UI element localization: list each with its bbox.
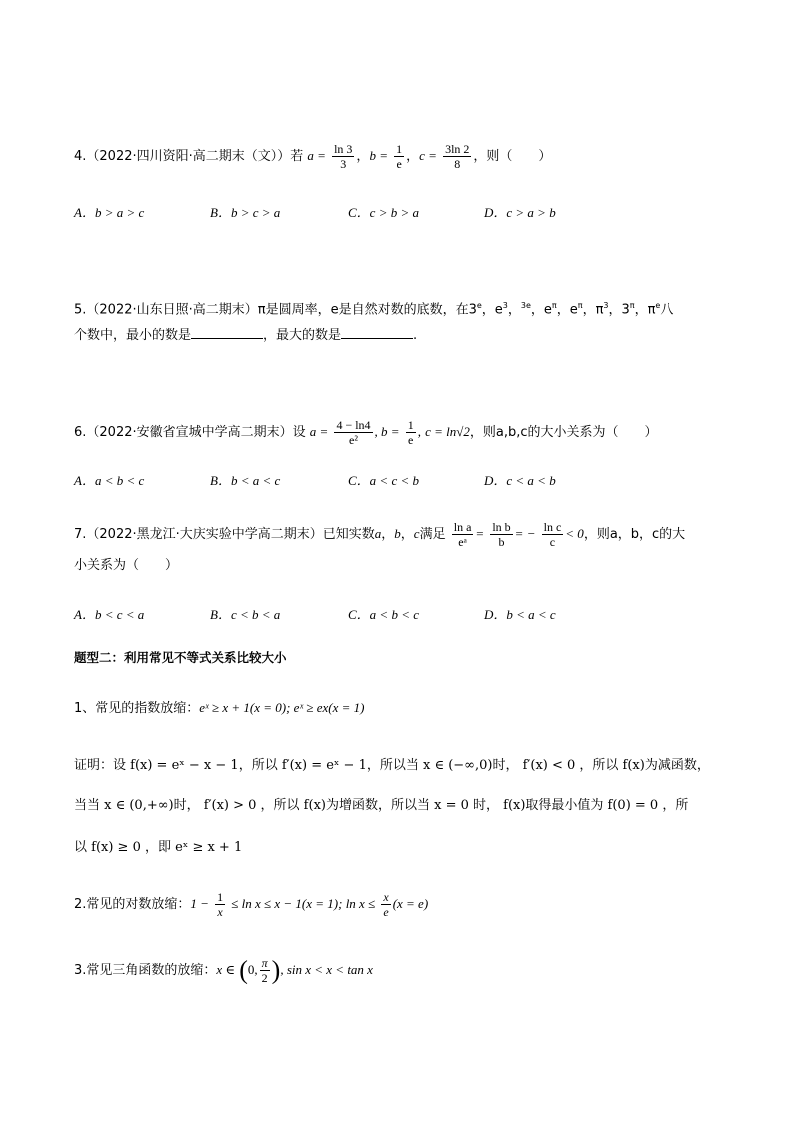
item3-frac [260, 956, 270, 985]
q6-option-b[interactable]: B．b < a < c [210, 473, 281, 488]
q5-blank-min[interactable] [191, 326, 263, 339]
section-2-heading: 题型二：利用常见不等式关系比较大小 [74, 650, 287, 665]
q4-c-var: c = [419, 148, 437, 163]
item2-f1-num: 1 [217, 890, 224, 904]
q7-f1-den: eᵃ [458, 535, 467, 549]
question-7-line-1: 7.（2022·黑龙江·大庆实验中学高二期末）已知实数a，b，c满足 $\frac{\text{ln a}}{\text{eᵃ}}$ = $\frac{\text{ln b}}{b}$ = − $\frac{\text{ln c}}{c}$ < 0，则a，b，c的大 [74, 520, 686, 549]
q6-a-var: a = [309, 424, 329, 439]
item2-math-b: ≤ ln x ≤ x − 1(x = 1); ln x ≤ [231, 896, 376, 911]
question-6: 6.（2022·安徽省宣城中学高二期末）设 a = $\frac{4 - \ln 4}{\text{e²}}$ , b = $\frac{1}{e}$ , c = ln√2，则a,b,c的大小关系为（ ） [74, 418, 658, 447]
q5-line2-b: ，最大的数是 [263, 328, 342, 343]
item3-f-num: π [261, 956, 268, 970]
section-2-item-3 [74, 956, 373, 985]
q5-line1-text: 5.（2022·山东日照·高二期末）π是圆周率，e是自然对数的底数，在3 [74, 302, 477, 318]
q4-b-num: 1 [396, 142, 403, 156]
item1-math: eˣ ≥ x + 1(x = 0); eˣ ≥ ex(x = 1) [199, 700, 365, 715]
q6-a-fraction [334, 418, 372, 447]
q5-power-8: e [655, 301, 661, 310]
q5-power-3: e [525, 301, 531, 310]
right-paren: ) [271, 955, 281, 985]
q5-power-1: e [476, 301, 482, 310]
q5-power-5: π [577, 301, 583, 310]
item3-label: 3.常见三角函数的放缩： [74, 963, 217, 978]
q4-option-a[interactable]: A．b > a > c [74, 205, 145, 220]
q6-c-expr: c = ln√2 [425, 424, 470, 439]
q4-a-den: 3 [340, 157, 347, 171]
q6-a-den: e² [349, 433, 358, 447]
q5-power-6: 3 [603, 301, 609, 310]
q6-option-d[interactable]: D．c < a < b [484, 473, 556, 488]
q5-power-2: 3 [502, 301, 508, 310]
q6-b-fraction [406, 418, 416, 447]
q5-blank-max[interactable] [341, 326, 413, 339]
q4-tail: ，则（ ） [473, 149, 552, 164]
proof-line-2: 当当 x ∈ (0,+∞)时， f′(x) > 0 ，所以 f(x)为增函数，所以当 x = 0 时， f(x)取得最小值为 f(0) = 0 ，所 [74, 798, 689, 813]
q7-option-c[interactable]: C．a < b < c [348, 607, 419, 622]
q4-source: 4. [74, 149, 87, 164]
q7-f3-den: c [549, 535, 556, 549]
proof-line-1: 证明：设 f(x) = eˣ − x − 1，所以 f′(x) = eˣ − 1，所以当 x ∈ (−∞,0)时， f′(x) < 0 ，所以 f(x)为减函数， [74, 758, 710, 773]
q6-option-a[interactable]: A．a < b < c [74, 473, 145, 488]
q7-f1-num: ln a [453, 520, 472, 534]
q4-c-den: 8 [454, 157, 461, 171]
item2-label: 2.常见的对数放缩： [74, 897, 191, 912]
question-7-line-2 [74, 556, 178, 576]
section-2-item-2 [74, 890, 428, 919]
q5-line1-rest: 八 [660, 302, 674, 318]
q4-a-fraction [332, 142, 354, 171]
item2-math-c: (x = e) [392, 896, 429, 911]
q6-tail: ，则a,b,c的大小关系为（ ） [469, 425, 658, 440]
question-5-line-1: 5.（2022·山东日照·高二期末）π是圆周率，e是自然对数的底数，在3e，$e^3$，$^{3e}$，$e^\pi$，$e^\pi$，$\pi^3$，$3^\pi$，$\pi^e$八 [74, 301, 674, 318]
q4-c-num: 3ln 2 [445, 142, 470, 156]
q7-f2-num: ln b [492, 520, 511, 534]
q7-tail: ，则a，b，c的大 [583, 527, 686, 542]
question-5-line-2 [74, 326, 417, 346]
q6-b-den: e [408, 433, 414, 447]
item3-zero: 0, [247, 962, 258, 977]
item3-f-den: 2 [261, 971, 268, 985]
q4-source-text: （2022·四川资阳·高二期末（文））若 [86, 149, 304, 164]
q4-c-fraction [443, 142, 471, 171]
q5-power-4: π [551, 301, 557, 310]
item2-f2-num: x [383, 890, 389, 904]
q7-f2-den: b [498, 535, 505, 549]
q7-option-d[interactable]: D．b < a < c [484, 607, 556, 622]
q4-option-d[interactable]: D．c > a > b [484, 205, 556, 220]
q5-line2-a: 个数中，最小的数是 [74, 328, 192, 343]
q7-frac-1 [452, 520, 474, 549]
q4-option-b[interactable]: B．b > c > a [210, 205, 281, 220]
q4-a-var: a = [307, 148, 326, 163]
item1-label: 1、常见的指数放缩： [74, 701, 200, 716]
item3-math-b: , sin x < x < tan x [280, 962, 373, 977]
q5-line2-end: . [413, 328, 418, 343]
q6-b-num: 1 [407, 418, 414, 432]
q4-b-var: b = [369, 148, 388, 163]
section-2-item-1 [74, 698, 365, 719]
q7-mid: 满足 [419, 527, 446, 542]
q4-b-den: e [396, 157, 402, 171]
q7-f3-num: ln c [543, 520, 562, 534]
q7-option-b[interactable]: B．c < b < a [210, 607, 281, 622]
q6-a-num: 4 − ln4 [336, 418, 371, 432]
item2-math-a: 1 − [190, 896, 209, 911]
q7-frac-2 [490, 520, 512, 549]
item2-frac-1 [215, 890, 225, 919]
q7-line2: 小关系为（ ） [74, 558, 179, 573]
item2-f2-den: e [383, 905, 389, 919]
left-paren: ( [239, 955, 248, 985]
q7-option-a[interactable]: A．b < c < a [74, 607, 145, 622]
q7-frac-3 [542, 520, 564, 549]
q4-b-fraction [394, 142, 404, 171]
q5-power-7: π [629, 301, 635, 310]
proof-line-3: 以 f(x) ≥ 0 ，即 eˣ ≥ x + 1 [74, 840, 243, 855]
q4-a-num: ln 3 [334, 142, 353, 156]
q4-option-c[interactable]: C．c > b > a [348, 205, 419, 220]
question-4: 4.（2022·四川资阳·高二期末（文））若 a = $\frac{\ln 3}{3}$ ，b = $\frac{1}{e}$ ，c = $\frac{3\ln 2}{8}$ ，则（ ） [74, 142, 552, 171]
q7-source: 7.（2022·黑龙江·大庆实验中学高二期末）已知实数 [74, 527, 375, 542]
item2-f1-den: x [217, 905, 223, 919]
q6-source: 6.（2022·安徽省宣城中学高二期末）设 [74, 425, 306, 440]
item2-frac-2 [381, 890, 390, 919]
q6-option-c[interactable]: C．a < c < b [348, 473, 419, 488]
item3-math-a: x ∈ [216, 962, 236, 977]
